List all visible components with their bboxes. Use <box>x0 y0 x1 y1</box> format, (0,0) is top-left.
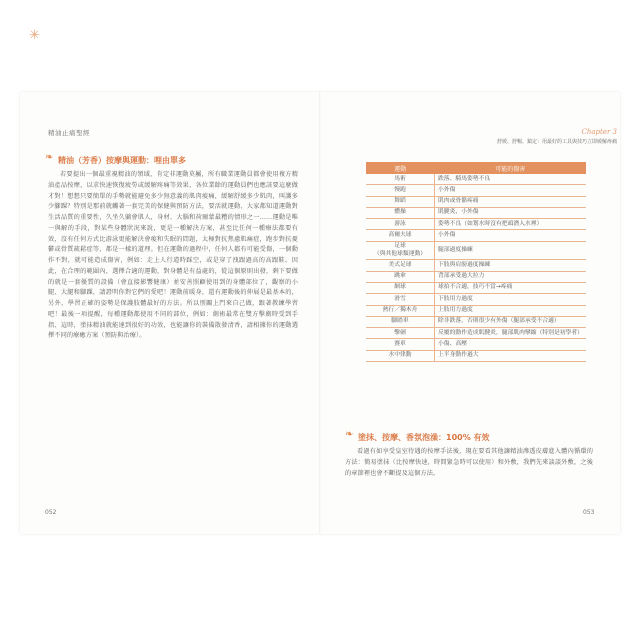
table-cell-injury: 球拍不合適，技巧不當→疼痛 <box>435 282 587 293</box>
running-title-left: 精油止痛聖經 <box>48 129 90 137</box>
table-cell-sport: 舞蹈 <box>366 196 435 207</box>
table-cell-injury: 下肢用力過度 <box>435 294 587 305</box>
table-cell-injury: 下肢與肩膀過度操練 <box>435 260 587 271</box>
aroma-leaf-icon: ❧ <box>345 429 354 440</box>
table-cell-sport: 足球 （與其他球類運動） <box>366 241 435 260</box>
table-row <box>366 294 586 305</box>
right-body-paragraph: 看過有如享受皇室待遇的按摩手法後，現在要看其他讓精油滲透皮膚進入體內循環的方法：簡易塗抹（比按摩快速，時間緊急時可以使用）和外敷，我們先來談談外敷，之後的章節裡也會不斷提及這個方法。 <box>345 448 593 477</box>
table-cell-injury: 反覆的動作造成肌腱炎，腿部肌肉攣縮（特別是初學者） <box>435 328 587 339</box>
table-cell-injury: 上半身動作過大 <box>435 350 587 361</box>
table-cell-injury: 背部承受過大拉力 <box>435 271 587 282</box>
table-cell-sport: 美式足球 <box>366 260 435 271</box>
table-row <box>366 230 586 241</box>
table-row <box>366 219 586 230</box>
chapter-subtitle: 舒緩、舒暢、鎮定：用最好的工具與技巧立即緩解疼痛 <box>496 139 617 145</box>
table-header-sport: 運動 <box>366 162 435 174</box>
table-row <box>366 339 586 350</box>
table-cell-sport: 擊劍 <box>366 328 435 339</box>
table-cell-sport: 游泳 <box>366 219 435 230</box>
table-cell-injury: 除非跌落，否則很少有外傷（腿部承受不合適） <box>435 316 587 327</box>
table-row <box>366 305 586 316</box>
table-cell-sport: 熱行／獨木舟 <box>366 305 435 316</box>
table-row <box>366 271 586 282</box>
table-cell-sport: 跳傘 <box>366 271 435 282</box>
table-row <box>366 260 586 271</box>
left-section-title: 精油（芳香）按摩與運動：哩由單多 <box>58 156 186 165</box>
table-cell-injury: 姿勢不良（如划水時沒有把頭潛入水裡） <box>435 219 587 230</box>
table-cell-injury: 小傷、高壓 <box>435 339 587 350</box>
book-gutter <box>319 92 321 534</box>
left-body-paragraph: 若要提出一個最重視精油的領域，肯定非運動莫屬，所有職業運動員都會使用複方精油產品按摩，以求快速恢復疲勞或緩解疼痛等效果，各位業餘的運動員們也應該要這麼做才對！想想只要簡單的手勢就能避免多少無意義的肌肉痠痛，緩解舒緩多少肌肉，叫護多少腳踝？特別是那前就觸著一套完美的保健與預防方法，要活就運動、大家都知道運動對生活品質的重要性，久坐久躺會肌人，身材、大腦和荷爾蒙最糟的情形之一……運動是唯一與解的手段，對某些身體狀況來說，更是一種解決方案，甚至比任何一種療法都要有效，沒有任何方式比游泳更能解決會痠和失眠的問題，太極對抗焦慮肌痛症，跑步對抗憂鬱或骨質疏鬆症等，都是一樣的道理。但在運動的過程中，任何人都有可能受傷，一個動作不對，就可能造成傷害，例如：走上人行道時踩空，或是穿了洩跟過高的高跟鞋。因此，在合理的範圍內，選擇合適的運動，對身體是有益處的，從這個原則出發，剩下要做的就是一套優質的設備（會直接影響健康）並安善照顧使用到的身體部位了，觀察的小腿、大腿和腳踝，請證明你對它們的愛吧！運動前暖身，還有運動後的伸展是最基本的，另外，學習正確的姿勢是保護肢體最好的方法。所以別關上門來自己做，跟著教練學習吧！最後一項提醒，每種運動都使用不同的部位，例如：劍術最常在雙方擊劍時受到手指、這時，塗抹精油就能達到很好的功效，也能讓你的裝備散發清香，請相據你的運動選擇不同的療癒方案（預防與治療）。 <box>48 171 298 340</box>
table-cell-injury: 上肢用力過度 <box>435 305 587 316</box>
table-row <box>366 282 586 293</box>
table-cell-injury: 肌肉或骨骼疼痛 <box>435 196 587 207</box>
table-row <box>366 241 586 260</box>
right-section-title: 塗抹、按摩、香氛泡澡：100% 有效 <box>358 433 490 442</box>
table-cell-injury: 腿部過度操練 <box>435 241 587 260</box>
sports-injury-table <box>366 162 586 362</box>
table-row <box>366 196 586 207</box>
table-cell-injury: 肌腱炎、小外傷 <box>435 207 587 218</box>
table-row <box>366 174 586 185</box>
table-cell-sport: 水中律動 <box>366 350 435 361</box>
table-cell-injury: 小外傷 <box>435 185 587 196</box>
table-row <box>366 207 586 218</box>
page-number-right: 053 <box>583 509 595 516</box>
table-cell-sport: 腳踏車 <box>366 316 435 327</box>
table-cell-injury: 跌落、騎馬姿勢不良 <box>435 174 587 185</box>
table-cell-sport: 體操 <box>366 207 435 218</box>
aroma-leaf-icon: ❧ <box>45 152 54 163</box>
table-row <box>366 350 586 361</box>
table-cell-sport: 慢跑 <box>366 185 435 196</box>
table-cell-sport: 馬術 <box>366 174 435 185</box>
page-number-left: 052 <box>45 509 57 516</box>
chapter-label: Chapter 3 <box>581 128 617 136</box>
table-header-injury: 可能的傷害 <box>435 162 587 174</box>
table-cell-sport: 網球 <box>366 282 435 293</box>
table-cell-sport: 賽車 <box>366 339 435 350</box>
table-row <box>366 328 586 339</box>
table-row <box>366 316 586 327</box>
table-row <box>366 185 586 196</box>
sun-icon: ✳ <box>29 28 40 43</box>
table-header-row <box>366 162 586 174</box>
table-cell-injury: 小外傷 <box>435 230 587 241</box>
table-cell-sport: 滑雪 <box>366 294 435 305</box>
table-cell-sport: 高爾夫球 <box>366 230 435 241</box>
